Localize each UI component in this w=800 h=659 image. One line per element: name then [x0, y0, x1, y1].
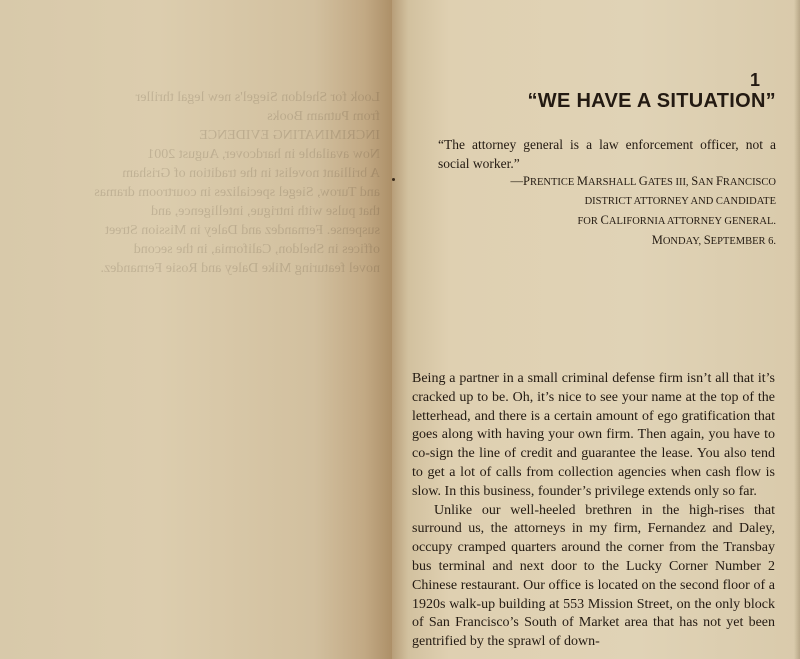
bleed-line: novel featuring Mike Daley and Rosie Fernandez.	[100, 261, 380, 276]
chapter-number: 1	[749, 70, 760, 90]
bleed-line: suspense. Fernandez and Daley in Mission Street	[105, 223, 380, 238]
bleed-through-text	[20, 88, 380, 288]
bleed-line: and Turow, Siegel specializes in courtroom dramas	[94, 185, 380, 200]
bleed-line: offices in Sheldon, California, in the second	[133, 242, 380, 257]
epigraph-quote: “The attorney general is a law enforcement officer, not a social worker.”	[438, 137, 776, 171]
bleed-line: INCRIMINATING EVIDENCE	[199, 128, 380, 143]
attribution-line-2: DISTRICT ATTORNEY AND CANDIDATE	[584, 196, 776, 207]
body-paragraph-2: Unlike our well-heeled brethren in the high-rises that surround us, the attorneys in my firm, Fernandez and Daley, occupy cramped quarters around the corner from the Transbay bus terminal and next door to the Lucky Corner Number 2 Chinese restaurant. Our office is located on the second floor of a 1920s walk-up building at 553 Mission Street, on the only block of San Francisco’s South of Market area that has not yet been gentrified by the sprawl of down-	[412, 502, 775, 650]
body-text	[412, 370, 775, 652]
attribution-line-3: FOR CALIFORNIA ATTORNEY GENERAL.	[577, 213, 776, 227]
bleed-line: from Putnam Books	[267, 109, 380, 124]
bleed-line: A brilliant novelist in the tradition of Grisham	[122, 166, 380, 181]
bleed-line: Now available in hardcover, August 2001	[147, 147, 380, 162]
page-edge-shadow	[794, 0, 800, 659]
attribution-line-1: —PRENTICE MARSHALL GATES III, SAN FRANCISCO	[510, 174, 776, 188]
epigraph-attribution	[511, 172, 776, 251]
bleed-line: Look for Sheldon Siegel's new legal thriller	[135, 90, 380, 105]
chapter-title: “WE HAVE A SITUATION”	[527, 90, 776, 112]
attribution-line-4: MONDAY, SEPTEMBER 6.	[651, 233, 776, 247]
body-paragraph-1: Being a partner in a small criminal defense firm isn’t all that it’s cracked up to be. Oh, it’s nice to see your name at the top of the letterhead, and there is a certain amount of ego gratification that goes along with having your own firm. Then again, you have to co-sign the line of credit and guarantee the lease. You also tend to get a lot of calls from collection agencies when cash flow is slow. In this business, founder’s privilege extends only so far.	[412, 371, 775, 499]
ink-speck	[392, 178, 395, 181]
bleed-line: that pulse with intrigue, intelligence, and	[151, 204, 380, 219]
left-page	[0, 0, 392, 659]
